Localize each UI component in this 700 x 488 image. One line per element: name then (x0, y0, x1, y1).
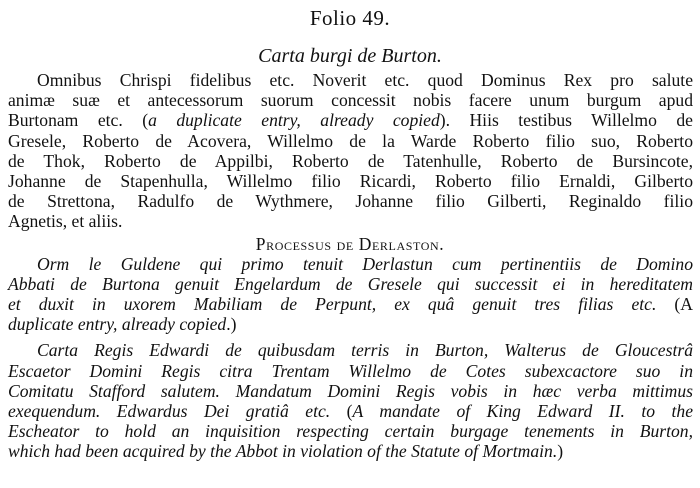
carta-line: Escaetor Domini Regis citra Trentam Willelmo de Cotes subexcactore suo in (8, 360, 693, 381)
carta-line: Comitatu Stafford salutem. Mandatum Domini Regis vobis in hæc verba mittimus (8, 380, 693, 401)
processus-heading: Processus de Derlaston. (255, 233, 445, 254)
charter-line: Johanne de Stapenhulla, Willelmo filio Ricardi, Roberto filio Ernaldi, Gilberto (8, 171, 693, 191)
folio-heading: Folio 49. (309, 6, 391, 30)
processus-line: duplicate entry, already copied.) (8, 314, 237, 335)
processus-line: et duxit in uxorem Mabiliam de Perpunt, ex quâ genuit tres filias etc. (A (8, 294, 693, 314)
charter-line: de Strettona, Radulfo de Wythmere, Johanne filio Gilberti, Reginaldo filio (8, 191, 693, 212)
charter-title: Carta burgi de Burton. (258, 45, 442, 67)
processus-line: Orm le Guldene qui primo tenuit Derlastun cum pertinentiis de Domino (37, 253, 693, 274)
charter-line: de Thok, Roberto de Appilbi, Roberto de Tatenhulle, Roberto de Bursincote, (8, 150, 693, 171)
carta-line: exequendum. Edwardus Dei gratiâ etc. (A mandate of King Edward II. to the (8, 401, 693, 421)
charter-line: Burtonam etc. (a duplicate entry, already copied). Hiis testibus Willelmo de (8, 110, 693, 131)
processus-line: Abbati de Burtona genuit Engelardum de Gresele qui successit ei in hereditatem (8, 273, 693, 294)
charter-line: Agnetis, et aliis. (8, 211, 123, 232)
charter-line: animæ suæ et antecessorum suorum concessit nobis facere unum burgum apud (8, 90, 693, 111)
charter-line: Omnibus Chrispi fidelibus etc. Noverit etc. quod Dominus Rex pro salute (37, 70, 693, 90)
carta-line: Carta Regis Edwardi de quibusdam terris in Burton, Walterus de Gloucestrâ (37, 340, 693, 361)
charter-line: Gresele, Roberto de Acovera, Willelmo de la Warde Roberto filio suo, Roberto (8, 130, 693, 151)
carta-line: Escheator to hold an inquisition respecting certain burgage tenements in Burton, (8, 421, 693, 442)
carta-line: which had been acquired by the Abbot in violation of the Statute of Mortmain.) (8, 441, 564, 462)
